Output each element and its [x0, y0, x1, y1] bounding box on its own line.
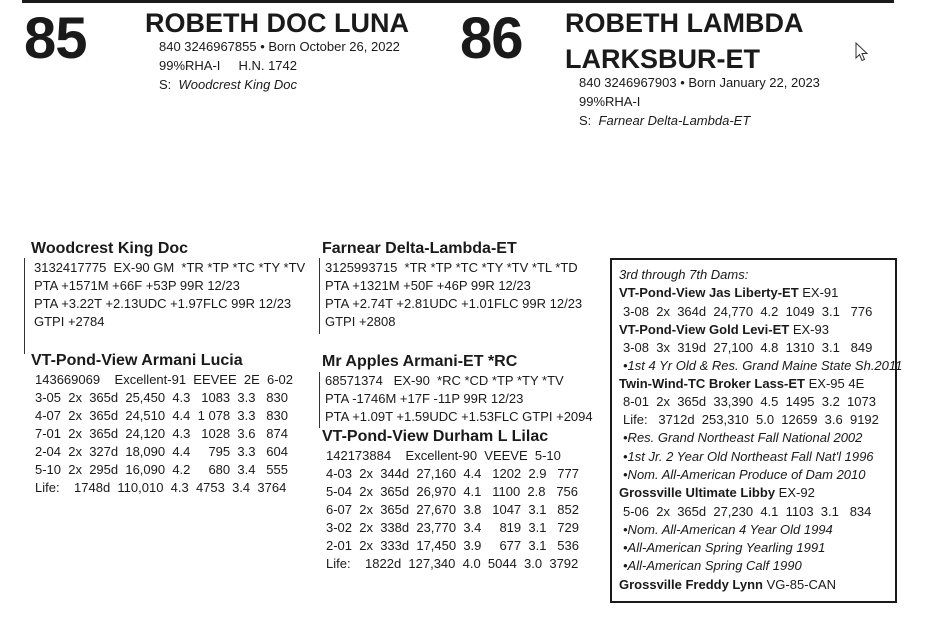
dam-entry-name: VT-Pond-View Jas Liberty-ET: [619, 285, 799, 301]
left-dam-block: [31, 351, 293, 497]
dams-box-header: 3rd through 7th Dams:: [619, 267, 749, 282]
dam-entry-class: EX-93: [792, 321, 829, 337]
dam-entry-record: 8-01 2x 365d 33,390 4.5 1495 3.2 1073: [623, 394, 876, 410]
pedigree-bracket: [24, 258, 25, 354]
dam-entry-note: •All-American Spring Yearling 1991: [623, 539, 826, 555]
left-dam-lifetime: Life: 1748d 110,010 4.3 4753 3.4 3764: [35, 480, 287, 495]
sire-line: [159, 75, 400, 94]
left-dam-name: VT-Pond-View Armani Lucia: [31, 352, 243, 369]
lot-info-86: [579, 73, 820, 130]
mgs-block: [322, 352, 593, 426]
mgs-line: PTA -1746M +17F -11P 99R 12/23: [325, 391, 524, 406]
right-dam-name: VT-Pond-View Durham L Lilac: [322, 428, 549, 445]
left-dam-record: 4-07 2x 365d 24,510 4.4 1 078 3.3 830: [35, 408, 288, 423]
dam-entry: [619, 375, 902, 393]
lot-info-85: [159, 37, 400, 94]
right-dam-record: 2-01 2x 333d 17,450 3.9 677 3.1 536: [326, 538, 579, 553]
dam-entry: [619, 284, 902, 302]
registration-line: 840 3246967903 • Born January 22, 2023: [579, 75, 820, 90]
right-dam-record: 5-04 2x 365d 26,970 4.1 1100 2.8 756: [326, 484, 579, 499]
mgs-name: Mr Apples Armani-ET *RC: [322, 353, 518, 370]
rha-line: 99%RHA-I H.N. 1742: [159, 58, 297, 73]
mouse-cursor-icon: [855, 42, 869, 62]
sire-name: Woodcrest King Doc: [178, 77, 298, 92]
right-dam-id: 142173884 Excellent-90 VEEVE 5-10: [326, 448, 561, 463]
dam-entry: [619, 321, 902, 339]
right-sire-line: GTPI +2808: [325, 314, 396, 329]
mgs-line: PTA +1.09T +1.59UDC +1.53FLC GTPI +2094: [325, 409, 593, 424]
right-sire-line: PTA +1321M +50F +46P 99R 12/23: [325, 278, 531, 293]
mgs-line: 68571374 EX-90 *RC *CD *TP *TY *TV: [325, 373, 564, 388]
lot-name-85: ROBETH DOC LUNA: [145, 8, 409, 38]
left-sire-line: PTA +1571M +66F +53P 99R 12/23: [34, 278, 240, 293]
dams-box-content: [619, 266, 902, 594]
right-sire-block: [322, 239, 582, 331]
dam-entry-record: 3-08 3x 319d 27,100 4.8 1310 3.1 849: [623, 339, 873, 355]
dam-entry-name: VT-Pond-View Gold Levi-ET: [619, 321, 790, 337]
dams-box: [610, 258, 903, 603]
dam-entry-note: •1st Jr. 2 Year Old Northeast Fall Nat'l 1996: [623, 448, 874, 464]
lot-name-line-1: ROBETH LAMBDA: [565, 8, 804, 38]
dam-entry-class: EX-95 4E: [808, 376, 865, 392]
right-dam-record: 6-07 2x 365d 27,670 3.8 1047 3.1 852: [326, 502, 579, 517]
right-dam-block: [322, 427, 579, 573]
left-dam-record: 3-05 2x 365d 25,450 4.3 1083 3.3 830: [35, 390, 288, 405]
pedigree-bracket: [319, 372, 320, 428]
right-sire-name: Farnear Delta-Lambda-ET: [322, 240, 517, 257]
left-dam-id: 143669069 Excellent-91 EEVEE 2E 6-02: [35, 372, 294, 387]
dam-entry-record: 5-06 2x 365d 27,230 4.1 1103 3.1 834: [623, 503, 872, 519]
dam-entry-class: EX-92: [778, 485, 815, 501]
dam-entry-class: VG-85-CAN: [766, 576, 836, 592]
right-dam-lifetime: Life: 1822d 127,340 4.0 5044 3.0 3792: [326, 556, 579, 571]
left-dam-record: 7-01 2x 365d 24,120 4.3 1028 3.6 874: [35, 426, 288, 441]
right-sire-line: 3125993715 *TR *TP *TC *TY *TV *TL *TD: [325, 260, 578, 275]
dam-entry-name: Grossville Freddy Lynn: [619, 576, 764, 592]
left-dam-record: 5-10 2x 295d 16,090 4.2 680 3.4 555: [35, 462, 288, 477]
sire-prefix: S:: [579, 113, 592, 128]
dam-entry-record: 3-08 2x 364d 24,770 4.2 1049 3.1 776: [623, 303, 873, 319]
lot-number-85: 85: [24, 6, 87, 71]
registration-line: 840 3246967855 • Born October 26, 2022: [159, 39, 400, 54]
left-sire-block: [31, 239, 305, 331]
header-rule: [22, 0, 894, 3]
dam-entry-note: •Nom. All-American Produce of Dam 2010: [623, 467, 866, 483]
dam-entry-class: EX-91: [802, 285, 839, 301]
left-sire-line: GTPI +2784: [34, 314, 105, 329]
left-dam-record: 2-04 2x 327d 18,090 4.4 795 3.3 604: [35, 444, 288, 459]
left-sire-line: 3132417775 EX-90 GM *TR *TP *TC *TY *TV: [34, 260, 306, 275]
rha-line: 99%RHA-I: [579, 94, 641, 109]
left-sire-name: Woodcrest King Doc: [31, 240, 189, 257]
lot-number-86: 86: [460, 6, 523, 71]
sire-name: Farnear Delta-Lambda-ET: [598, 113, 751, 128]
dam-entry-name: Twin-Wind-TC Broker Lass-ET: [619, 376, 805, 392]
lot-name-line-2: LARKSBUR-ET: [565, 44, 760, 74]
lot-name-86: [565, 5, 803, 77]
right-dam-record: 4-03 2x 344d 27,160 4.4 1202 2.9 777: [326, 466, 579, 481]
dam-entry-name: Grossville Ultimate Libby: [619, 485, 776, 501]
right-sire-line: PTA +2.74T +2.81UDC +1.01FLC 99R 12/23: [325, 296, 583, 311]
dam-entry-note: •1st 4 Yr Old & Res. Grand Maine State Sh.2011: [623, 357, 903, 373]
sire-prefix: S:: [159, 77, 172, 92]
dam-entry-lifetime: Life: 3712d 253,310 5.0 12659 3.6 9192: [623, 412, 879, 428]
dam-entry: [619, 576, 902, 594]
pedigree-bracket: [319, 258, 320, 334]
dam-entry-note: •Res. Grand Northeast Fall National 2002: [623, 430, 863, 446]
right-dam-record: 3-02 2x 338d 23,770 3.4 819 3.1 729: [326, 520, 579, 535]
sire-line: [579, 111, 820, 130]
dam-entry: [619, 484, 902, 502]
left-sire-line: PTA +3.22T +2.13UDC +1.97FLC 99R 12/23: [34, 296, 292, 311]
dam-entry-note: •Nom. All-American 4 Year Old 1994: [623, 521, 833, 537]
dam-entry-note: •All-American Spring Calf 1990: [623, 558, 802, 574]
